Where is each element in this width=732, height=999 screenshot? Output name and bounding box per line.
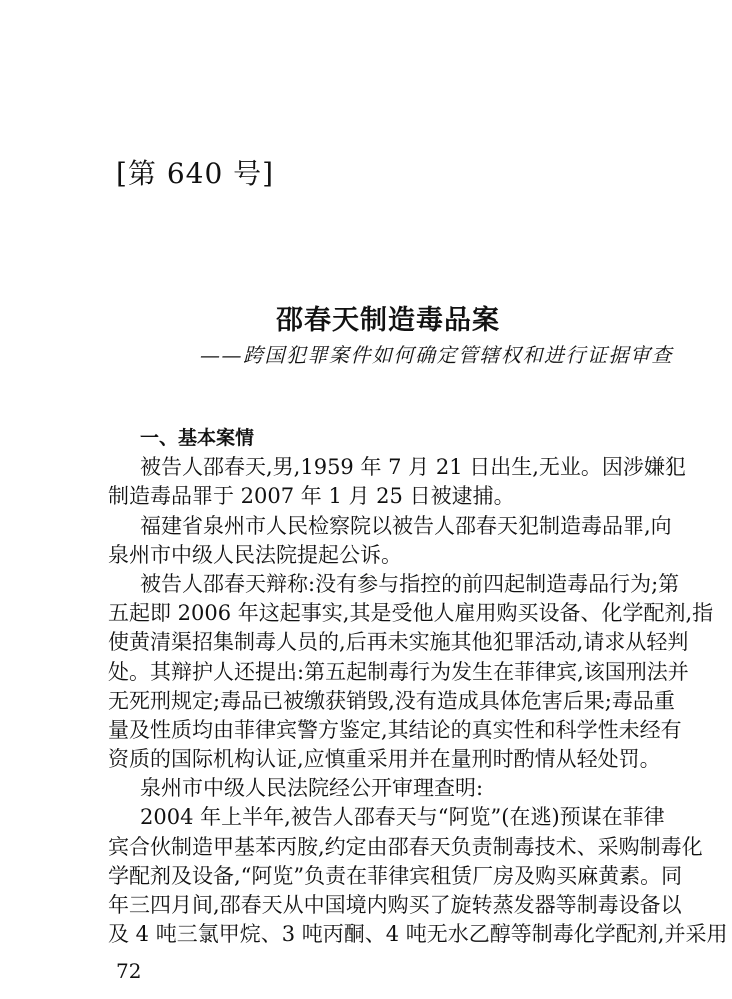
document-title: 邵春天制造毒品案 <box>276 305 500 336</box>
text-line: 及 4 吨三氯甲烷、3 吨丙酮、4 吨无水乙醇等制毒化学配剂,并采用 <box>108 922 728 947</box>
text-line: 2004 年上半年,被告人邵春天与“阿览”(在逃)预谋在菲律 <box>140 805 665 830</box>
text-line: 宾合伙制造甲基苯丙胺,约定由邵春天负责制毒技术、采购制毒化 <box>108 834 703 859</box>
text-line: 学配剂及设备,“阿览”负责在菲律宾租赁厂房及购买麻黄素。同 <box>108 863 683 888</box>
text-line: 量及性质均由菲律宾警方鉴定,其结论的真实性和科学性未经有 <box>108 717 682 742</box>
text-line: 福建省泉州市人民检察院以被告人邵春天犯制造毒品罪,向 <box>140 513 672 538</box>
document-subtitle: ——跨国犯罪案件如何确定管辖权和进行证据审查 <box>200 343 673 367</box>
text-line: 使黄清渠招集制毒人员的,后再未实施其他犯罪活动,请求从轻判 <box>108 630 689 655</box>
text-line: 泉州市中级人民法院提起公诉。 <box>108 542 402 567</box>
section-heading: 一、基本案情 <box>140 427 255 449</box>
text-line: 泉州市中级人民法院经公开审理查明: <box>140 776 484 801</box>
text-line: 被告人邵春天,男,1959 年 7 月 21 日出生,无业。因涉嫌犯 <box>140 455 686 480</box>
page-number: 72 <box>116 959 142 983</box>
text-line: 处。其辩护人还提出:第五起制毒行为发生在菲律宾,该国刑法并 <box>108 659 689 684</box>
text-line: 制造毒品罪于 2007 年 1 月 25 日被逮捕。 <box>108 484 515 509</box>
case-number: [第 640 号] <box>116 157 275 190</box>
text-line: 无死刑规定;毒品已被缴获销毁,没有造成具体危害后果;毒品重 <box>108 688 675 713</box>
body-text <box>108 424 728 949</box>
text-line: 被告人邵春天辩称:没有参与指控的前四起制造毒品行为;第 <box>140 571 680 596</box>
text-line: 年三四月间,邵春天从中国境内购买了旋转蒸发器等制毒设备以 <box>108 893 682 917</box>
text-line: 资质的国际机构认证,应慎重采用并在量刑时酌情从轻处罚。 <box>108 747 661 772</box>
text-line: 五起即 2006 年这起事实,其是受他人雇用购买设备、化学配剂,指 <box>108 601 714 626</box>
